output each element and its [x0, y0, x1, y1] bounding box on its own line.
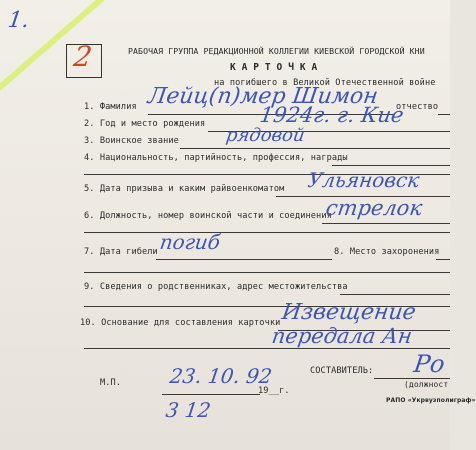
field-5-value: Ульяновск: [306, 168, 422, 192]
field-5-label: 5. Дата призыва и каким райвоенкоматом: [84, 184, 285, 194]
compiler-signature: Ро: [412, 350, 447, 378]
field-7-label: 7. Дата гибели: [84, 247, 158, 257]
corner-mark: 1.: [6, 8, 31, 33]
field-6-line-2: [84, 232, 450, 233]
field-2-value: 1924г. г. Кие: [258, 103, 406, 127]
field-8-line: [436, 259, 450, 260]
field-10-value-1: Извещение: [280, 300, 418, 325]
compiler-line: [374, 378, 450, 379]
field-10-line-2: [84, 348, 450, 349]
field-10-value-2: передала Ан: [270, 324, 414, 348]
date-suffix: 19__г.: [258, 386, 290, 396]
field-6-value: стрелок: [324, 196, 424, 220]
field-7-line: [156, 259, 332, 260]
field-1-patronymic-label: отчество: [396, 102, 439, 112]
field-8-label: 8. Место захоронения: [334, 247, 440, 257]
field-1-label: 1. Фамилия: [84, 102, 137, 112]
field-3-value: рядовой: [224, 125, 307, 146]
field-7-value: погиб: [158, 230, 222, 254]
field-3-line: [180, 148, 450, 149]
field-1-value: Лейц(п)мер Шимон: [146, 84, 380, 109]
ref-number: 3 12: [164, 398, 213, 422]
card-title: К А Р Т О Ч К А: [230, 62, 318, 73]
compiler-label: СОСТАВИТЕЛЬ:: [310, 366, 374, 376]
field-4-line: [332, 165, 450, 166]
field-8-line-2: [84, 272, 450, 273]
field-10-label: 10. Основание для составления карточки: [80, 318, 281, 328]
date-handwritten: 23. 10. 92: [168, 364, 274, 388]
field-9-label: 9. Сведения о родственниках, адрес местожительства: [84, 282, 348, 292]
field-4-label: 4. Национальность, партийность, профессия, награды: [84, 153, 348, 163]
field-6-line: [322, 223, 450, 224]
field-1-patronymic-line: [438, 114, 450, 115]
field-3-label: 3. Воинское звание: [84, 136, 179, 146]
org-line: РАБОЧАЯ ГРУППА РЕДАКЦИОННОЙ КОЛЛЕГИИ КИЕВСКОЙ ГОРОДСКОЙ КНИ: [128, 46, 425, 56]
date-line: [162, 394, 260, 395]
card-number: 2: [71, 40, 95, 73]
field-6-label: 6. Должность, номер воинской части и соединения: [84, 211, 332, 221]
printer-mark: РАПО «Укрвузполиграф»: [386, 397, 476, 404]
field-9-line: [340, 294, 450, 295]
field-2-label: 2. Год и место рождения: [84, 119, 206, 129]
position-hint: (должност: [404, 380, 449, 389]
mp-label: М.П.: [100, 378, 122, 388]
card-subtitle: на погибшего в Великой Отечественной войне: [214, 78, 436, 88]
